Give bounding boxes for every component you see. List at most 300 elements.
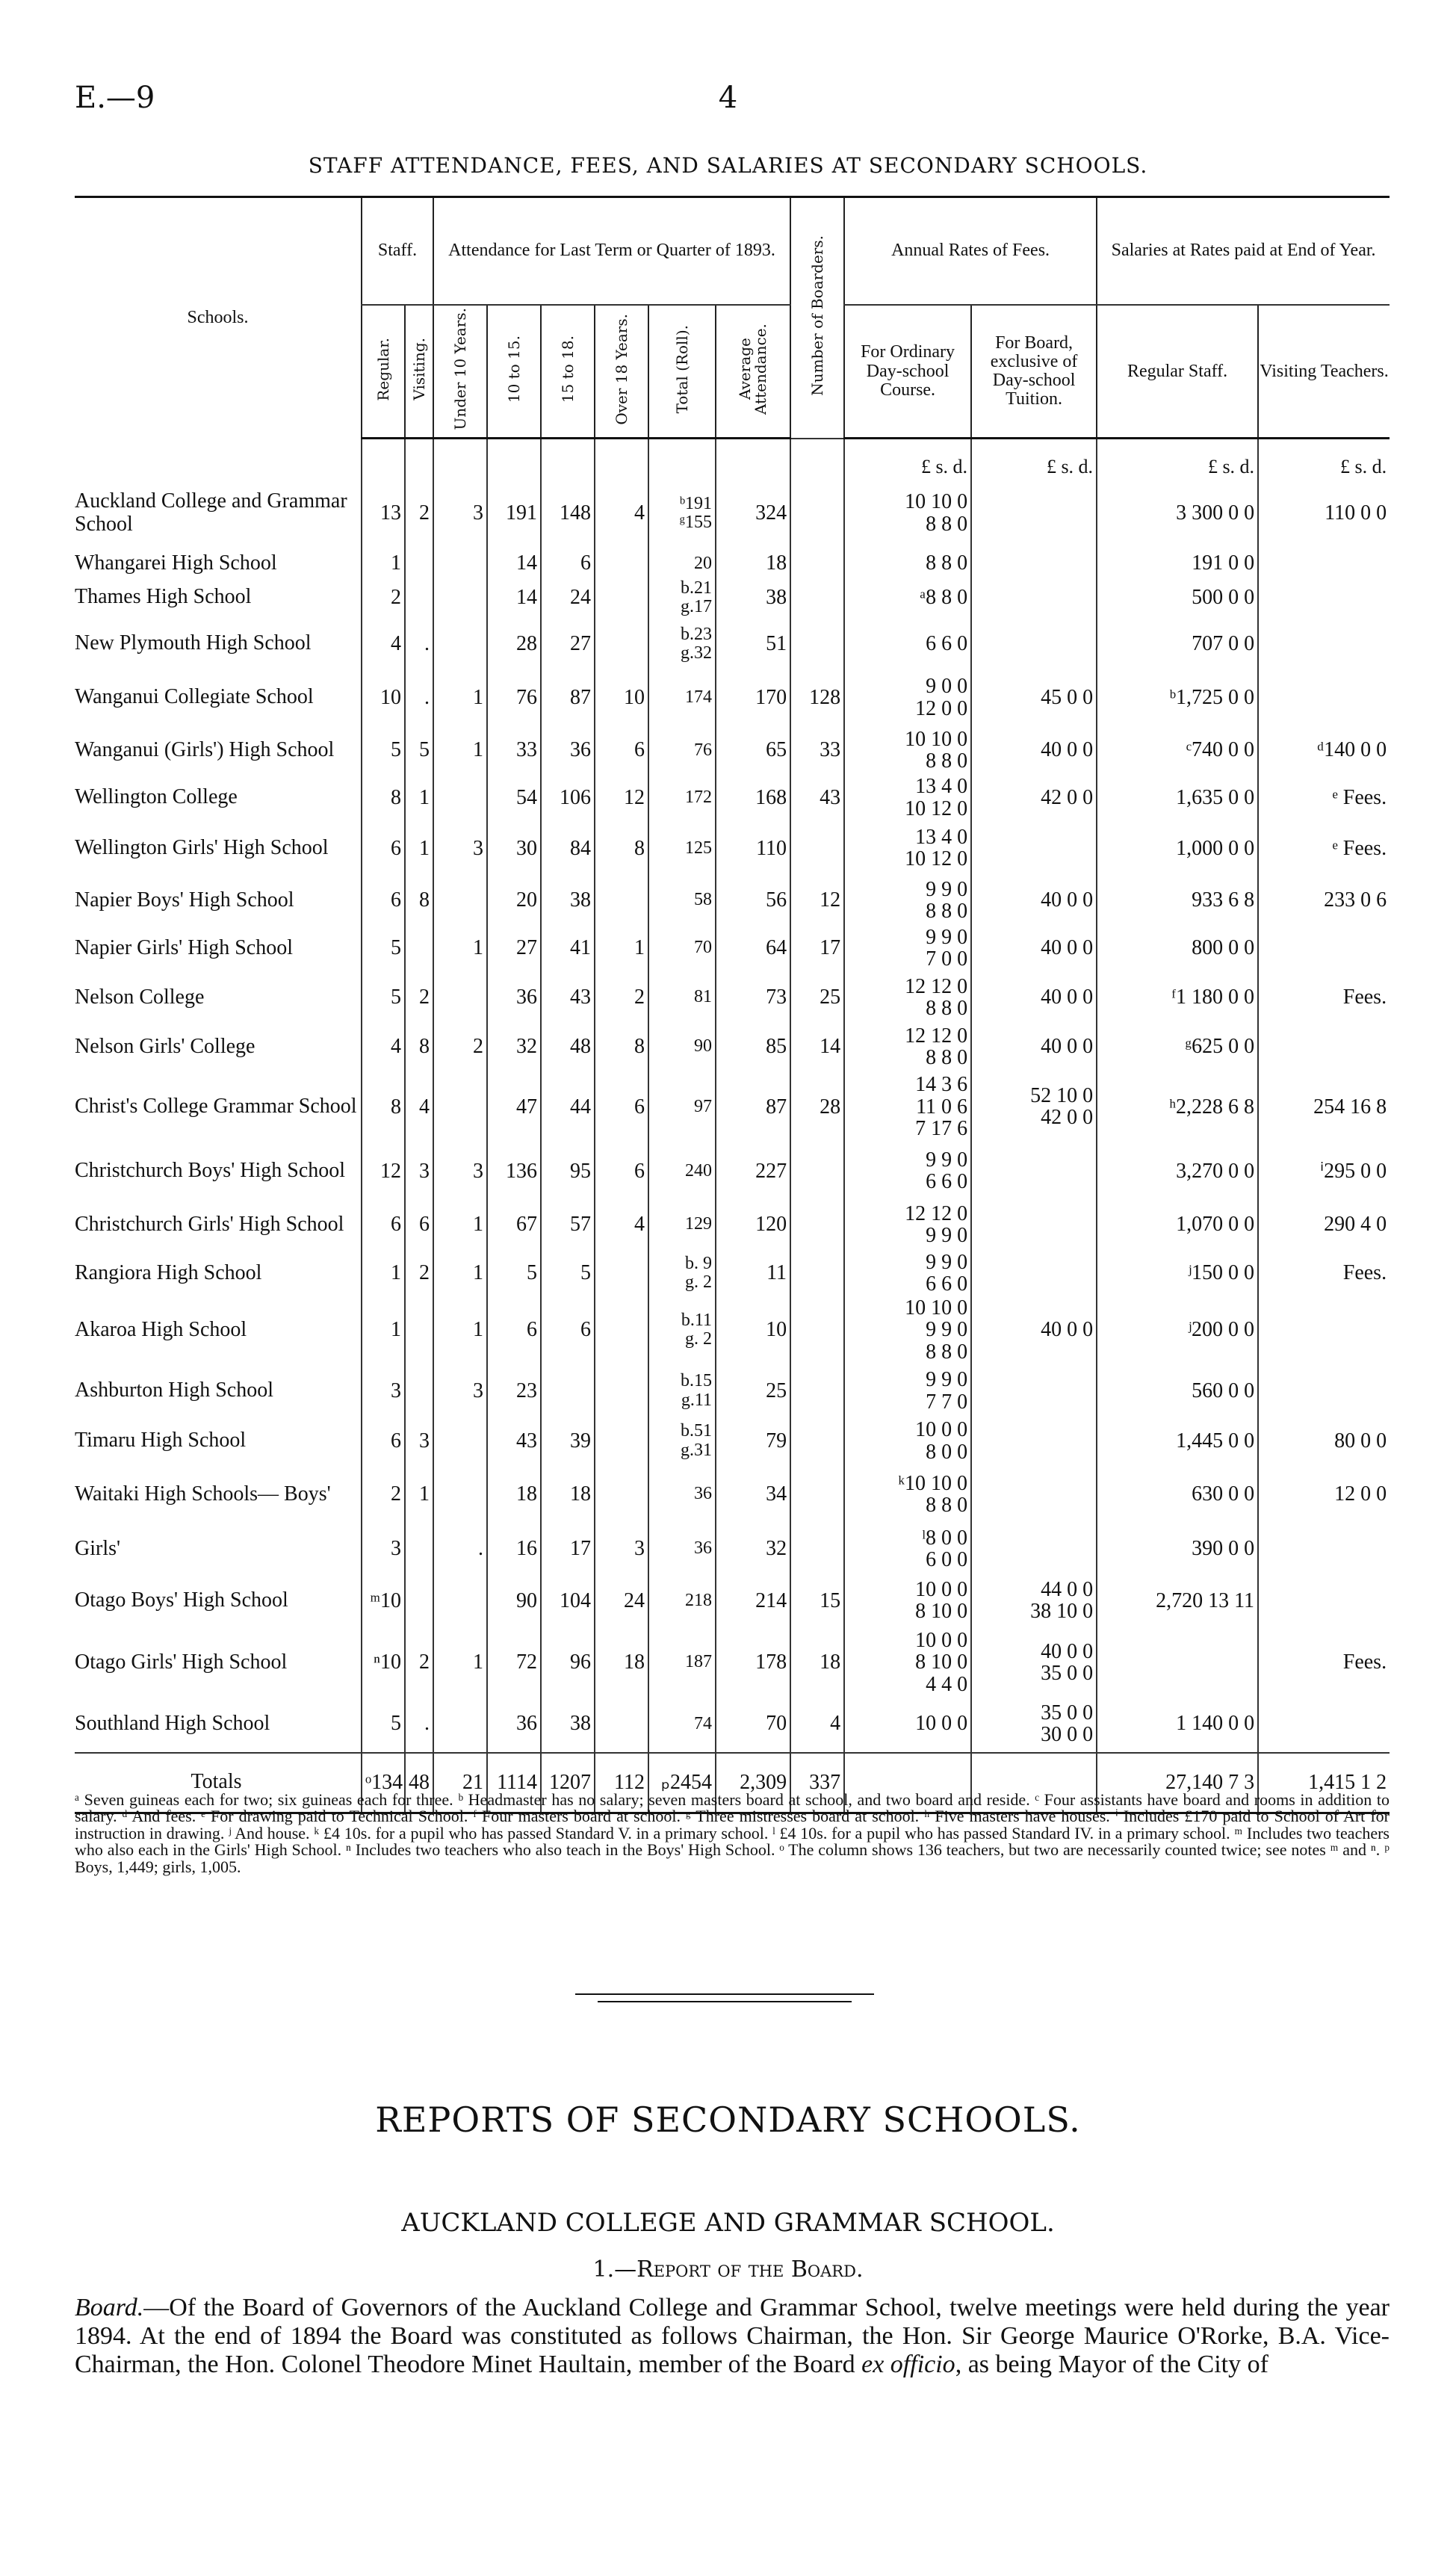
- cell-regular: 2: [362, 1463, 405, 1526]
- cell-visiting: 1: [405, 820, 433, 877]
- cell-age10-15: 36: [487, 973, 541, 1022]
- cell-total: 58: [648, 877, 716, 923]
- cell-total: b. 9 g. 2: [648, 1249, 716, 1297]
- cell-name: Wellington College: [75, 785, 238, 809]
- cell-under10: 2: [433, 1022, 487, 1071]
- cell-age15-18: 6: [541, 1297, 595, 1363]
- cell-salary-regular: 3 300 0 0: [1097, 477, 1258, 549]
- cell-average: 25: [716, 1363, 790, 1419]
- header-average: [716, 305, 790, 439]
- cell-under10: [433, 1572, 487, 1630]
- cell-salary-visiting: [1258, 617, 1390, 670]
- cell-fees-day: 9 9 0 6 6 0: [844, 1249, 971, 1297]
- cell-average: 56: [716, 877, 790, 923]
- cell-salary-visiting: [1258, 1572, 1390, 1630]
- cell-age10-15: 28: [487, 617, 541, 670]
- cell-total: 36: [648, 1526, 716, 1572]
- header-fees-board: For Board, exclusive of Day-school Tuition.: [971, 305, 1097, 439]
- cell-age15-18: 95: [541, 1142, 595, 1200]
- cell-name: New Plymouth High School: [75, 631, 312, 655]
- cell-fees-day: 13 4 0 10 12 0: [844, 820, 971, 877]
- cell-name: Ashburton High School: [75, 1379, 273, 1402]
- cell-fees-board: [971, 549, 1097, 578]
- header-10-15-label: 10 to 15.: [504, 335, 523, 403]
- cell-total: 218: [648, 1572, 716, 1630]
- cell-salary-regular: ᵇ1,725 0 0: [1097, 670, 1258, 725]
- cell-name: Whangarei High School: [75, 551, 277, 575]
- table-row: [75, 1249, 1390, 1297]
- cell-over18: [595, 1419, 648, 1463]
- cell-salary-regular: 800 0 0: [1097, 923, 1258, 973]
- cell-age15-18: 44: [541, 1071, 595, 1142]
- table-row: [75, 1463, 1390, 1526]
- cell-under10: 1: [433, 1630, 487, 1695]
- cell-boarders: 25: [790, 973, 844, 1022]
- cell-over18: 4: [595, 1200, 648, 1249]
- cell-over18: 18: [595, 1630, 648, 1695]
- cell-regular: ᵐ10: [362, 1572, 405, 1630]
- cell-age15-18: 104: [541, 1572, 595, 1630]
- cell-fees-day: 9 9 0 7 7 0: [844, 1363, 971, 1419]
- cell-total: 172: [648, 776, 716, 820]
- cell-name: Southland High School: [75, 1711, 270, 1735]
- cell-total: b.21 g.17: [648, 578, 716, 617]
- cell-average: 120: [716, 1200, 790, 1249]
- cell-under10: 1: [433, 1297, 487, 1363]
- cell-regular: 3: [362, 1363, 405, 1419]
- cell-age10-15: 33: [487, 725, 541, 776]
- cell-name: Auckland College and Grammar School: [75, 489, 347, 536]
- cell-age10-15: 76: [487, 670, 541, 725]
- cell-fees-board: [971, 578, 1097, 617]
- cell-over18: [595, 1463, 648, 1526]
- table-row: [75, 1419, 1390, 1463]
- cell-salary-regular: 191 0 0: [1097, 549, 1258, 578]
- cell-regular: 1: [362, 1297, 405, 1363]
- total-salary-regular: 27,140 7 3: [1097, 1753, 1258, 1813]
- cell-salary-regular: 933 6 8: [1097, 877, 1258, 923]
- cell-age10-15: 72: [487, 1630, 541, 1695]
- cell-regular: 3: [362, 1526, 405, 1572]
- header-total-label: Total (Roll).: [672, 324, 691, 414]
- cell-average: 11: [716, 1249, 790, 1297]
- cell-under10: [433, 776, 487, 820]
- cell-total: 76: [648, 725, 716, 776]
- cell-visiting: 4: [405, 1071, 433, 1142]
- body-paragraph: [75, 2294, 1390, 2379]
- cell-visiting: 2: [405, 973, 433, 1022]
- paragraph-text-end: , as being Mayor of the City of: [955, 2351, 1268, 2379]
- cell-fees-board: 40 0 0 35 0 0: [971, 1630, 1097, 1695]
- header-boarders: [790, 197, 844, 439]
- cell-salary-regular: 390 0 0: [1097, 1526, 1258, 1572]
- cell-name: Nelson Girls' College: [75, 1034, 255, 1058]
- cell-boarders: 15: [790, 1572, 844, 1630]
- cell-regular: 6: [362, 1200, 405, 1249]
- cell-age10-15: 67: [487, 1200, 541, 1249]
- cell-fees-day: 9 9 0 8 8 0: [844, 877, 971, 923]
- cell-age15-18: 57: [541, 1200, 595, 1249]
- cell-visiting: [405, 1526, 433, 1572]
- cell-visiting: [405, 578, 433, 617]
- cell-under10: 1: [433, 923, 487, 973]
- paragraph-lead: Board.: [75, 2294, 144, 2321]
- header-regular: [362, 305, 405, 439]
- cell-fees-board: 40 0 0: [971, 923, 1097, 973]
- cell-average: 32: [716, 1526, 790, 1572]
- cell-age15-18: 38: [541, 877, 595, 923]
- units-fees-board: £ s. d.: [971, 439, 1097, 477]
- cell-age10-15: 47: [487, 1071, 541, 1142]
- table-row: [75, 1526, 1390, 1572]
- cell-boarders: [790, 1463, 844, 1526]
- cell-age10-15: 18: [487, 1463, 541, 1526]
- header-schools: Schools.: [75, 197, 362, 439]
- cell-fees-day: ˡ8 0 0 6 0 0: [844, 1526, 971, 1572]
- cell-regular: 4: [362, 617, 405, 670]
- subheading: 1.—Report of the Board.: [592, 2256, 864, 2283]
- cell-under10: [433, 877, 487, 923]
- cell-age10-15: 5: [487, 1249, 541, 1297]
- cell-under10: [433, 1419, 487, 1463]
- cell-salary-regular: 1,445 0 0: [1097, 1419, 1258, 1463]
- cell-boarders: [790, 820, 844, 877]
- header-10-15: [487, 305, 541, 439]
- cell-name: Thames High School: [75, 585, 252, 609]
- cell-age10-15: 43: [487, 1419, 541, 1463]
- units-salary-visiting: £ s. d.: [1258, 439, 1390, 477]
- cell-visiting: 2: [405, 1249, 433, 1297]
- cell-fees-board: [971, 1526, 1097, 1572]
- cell-salary-visiting: Fees.: [1258, 1249, 1390, 1297]
- cell-salary-regular: 1,070 0 0: [1097, 1200, 1258, 1249]
- cell-salary-regular: 560 0 0: [1097, 1363, 1258, 1419]
- cell-under10: 3: [433, 820, 487, 877]
- cell-under10: 1: [433, 725, 487, 776]
- cell-total: 187: [648, 1630, 716, 1695]
- cell-age10-15: 16: [487, 1526, 541, 1572]
- total-boarders: 337: [790, 1753, 844, 1813]
- cell-age15-18: 96: [541, 1630, 595, 1695]
- cell-age15-18: [541, 1363, 595, 1419]
- cell-salary-visiting: ᵉ Fees.: [1258, 820, 1390, 877]
- cell-fees-board: [971, 1463, 1097, 1526]
- cell-salary-regular: ʲ200 0 0: [1097, 1297, 1258, 1363]
- document-reference: E.—9: [75, 81, 155, 115]
- total-age10-15: 1114: [487, 1753, 541, 1813]
- header-over18: [595, 305, 648, 439]
- cell-age15-18: 148: [541, 477, 595, 549]
- header-15-18: [541, 305, 595, 439]
- cell-age15-18: 87: [541, 670, 595, 725]
- cell-name: Waitaki High Schools— Boys': [75, 1482, 331, 1506]
- cell-fees-board: [971, 477, 1097, 549]
- table-row: [75, 1200, 1390, 1249]
- cell-fees-board: 52 10 0 42 0 0: [971, 1071, 1097, 1142]
- cell-salary-visiting: [1258, 549, 1390, 578]
- cell-visiting: 2: [405, 477, 433, 549]
- cell-age15-18: 18: [541, 1463, 595, 1526]
- cell-age15-18: 6: [541, 549, 595, 578]
- total-name: Totals: [75, 1753, 362, 1813]
- cell-boarders: 4: [790, 1695, 844, 1753]
- header-salaries: Salaries at Rates paid at End of Year.: [1097, 197, 1390, 306]
- cell-name: Timaru High School: [75, 1429, 247, 1452]
- cell-salary-visiting: Fees.: [1258, 973, 1390, 1022]
- cell-total: 90: [648, 1022, 716, 1071]
- cell-total: 174: [648, 670, 716, 725]
- cell-over18: 12: [595, 776, 648, 820]
- header-visiting: [405, 305, 433, 439]
- cell-salary-visiting: 233 0 6: [1258, 877, 1390, 923]
- cell-regular: 8: [362, 776, 405, 820]
- page-number: 4: [718, 81, 738, 115]
- cell-visiting: [405, 1572, 433, 1630]
- cell-boarders: 28: [790, 1071, 844, 1142]
- cell-fees-day: 9 9 0 6 6 0: [844, 1142, 971, 1200]
- cell-name: Wanganui Collegiate School: [75, 685, 314, 709]
- cell-visiting: [405, 549, 433, 578]
- cell-under10: [433, 578, 487, 617]
- paragraph-text: —Of the Board of Governors of the Auckland College and Grammar School, twelve meetings were held during the year 1894. At the end of 1894 the Board was constituted as follows Chairman, the Hon. Sir George Maurice O'Rorke, B.A. Vice-Chairman, the Hon. Colonel Theodore Minet Haultain, member of the Board: [75, 2294, 1390, 2379]
- cell-salary-visiting: ⁱ295 0 0: [1258, 1142, 1390, 1200]
- cell-salary-regular: ᵍ625 0 0: [1097, 1022, 1258, 1071]
- cell-salary-visiting: [1258, 1022, 1390, 1071]
- cell-visiting: [405, 923, 433, 973]
- table-row: [75, 549, 1390, 578]
- cell-over18: 6: [595, 1142, 648, 1200]
- total-age15-18: 1207: [541, 1753, 595, 1813]
- cell-visiting: 3: [405, 1419, 433, 1463]
- cell-name: Christchurch Boys' High School: [75, 1159, 346, 1183]
- cell-regular: ⁿ10: [362, 1630, 405, 1695]
- cell-fees-board: [971, 1142, 1097, 1200]
- cell-boarders: [790, 477, 844, 549]
- cell-salary-visiting: [1258, 1363, 1390, 1419]
- cell-total: 74: [648, 1695, 716, 1753]
- cell-fees-day: 9 9 0 7 0 0: [844, 923, 971, 973]
- cell-fees-day: 14 3 6 11 0 6 7 17 6: [844, 1071, 971, 1142]
- cell-age10-15: 23: [487, 1363, 541, 1419]
- cell-salary-visiting: 254 16 8: [1258, 1071, 1390, 1142]
- cell-visiting: .: [405, 670, 433, 725]
- table-row: [75, 725, 1390, 776]
- cell-fees-day: 12 12 0 9 9 0: [844, 1200, 971, 1249]
- header-fees: Annual Rates of Fees.: [844, 197, 1097, 306]
- table-row: [75, 877, 1390, 923]
- cell-boarders: 14: [790, 1022, 844, 1071]
- cell-name: Wanganui (Girls') High School: [75, 737, 335, 761]
- cell-regular: 2: [362, 578, 405, 617]
- cell-visiting: 2: [405, 1630, 433, 1695]
- cell-fees-board: [971, 820, 1097, 877]
- cell-regular: 5: [362, 1695, 405, 1753]
- cell-total: 125: [648, 820, 716, 877]
- cell-age10-15: 14: [487, 549, 541, 578]
- cell-age15-18: 106: [541, 776, 595, 820]
- cell-boarders: [790, 1363, 844, 1419]
- cell-over18: 10: [595, 670, 648, 725]
- cell-salary-visiting: 12 0 0: [1258, 1463, 1390, 1526]
- cell-boarders: 128: [790, 670, 844, 725]
- cell-regular: 10: [362, 670, 405, 725]
- cell-age15-18: 48: [541, 1022, 595, 1071]
- cell-boarders: [790, 617, 844, 670]
- cell-fees-board: 42 0 0: [971, 776, 1097, 820]
- cell-over18: [595, 877, 648, 923]
- header-average-label: Average Attendance.: [736, 324, 770, 415]
- cell-salary-regular: 1 140 0 0: [1097, 1695, 1258, 1753]
- cell-under10: [433, 1071, 487, 1142]
- cell-over18: [595, 578, 648, 617]
- cell-salary-visiting: ᵈ140 0 0: [1258, 725, 1390, 776]
- cell-average: 64: [716, 923, 790, 973]
- cell-average: 170: [716, 670, 790, 725]
- table-row: [75, 578, 1390, 617]
- cell-salary-visiting: 290 4 0: [1258, 1200, 1390, 1249]
- total-regular: ᵒ134: [362, 1753, 405, 1813]
- cell-under10: 1: [433, 1249, 487, 1297]
- total-over18: 112: [595, 1753, 648, 1813]
- cell-age10-15: 30: [487, 820, 541, 877]
- total-salary-visiting: 1,415 1 2: [1258, 1753, 1390, 1813]
- cell-visiting: 8: [405, 877, 433, 923]
- cell-name: Otago Girls' High School: [75, 1650, 288, 1674]
- cell-age10-15: 14: [487, 578, 541, 617]
- cell-over18: 3: [595, 1526, 648, 1572]
- cell-boarders: [790, 1419, 844, 1463]
- cell-over18: [595, 1297, 648, 1363]
- units-row: [75, 439, 1390, 477]
- cell-under10: 3: [433, 477, 487, 549]
- header-over18-label: Over 18 Years.: [612, 313, 631, 425]
- units-fees-day: £ s. d.: [844, 439, 971, 477]
- cell-visiting: .: [405, 1695, 433, 1753]
- cell-fees-day: 10 10 0 8 8 0: [844, 477, 971, 549]
- cell-salary-regular: ᶜ740 0 0: [1097, 725, 1258, 776]
- cell-age10-15: 54: [487, 776, 541, 820]
- cell-age15-18: 36: [541, 725, 595, 776]
- cell-total: 36: [648, 1463, 716, 1526]
- cell-average: 70: [716, 1695, 790, 1753]
- table-row: [75, 820, 1390, 877]
- table-row: [75, 776, 1390, 820]
- cell-fees-day: 8 8 0: [844, 549, 971, 578]
- header-15-18-label: 15 to 18.: [558, 335, 577, 403]
- table-row: [75, 1071, 1390, 1142]
- cell-name: Christchurch Girls' High School: [75, 1212, 344, 1236]
- paragraph-italic: ex officio: [861, 2351, 955, 2379]
- cell-fees-day: 12 12 0 8 8 0: [844, 1022, 971, 1071]
- cell-age15-18: 84: [541, 820, 595, 877]
- cell-age10-15: 191: [487, 477, 541, 549]
- total-visiting: 48: [405, 1753, 433, 1813]
- cell-name: Rangiora High School: [75, 1260, 262, 1284]
- cell-fees-board: [971, 1249, 1097, 1297]
- cell-fees-board: [971, 1419, 1097, 1463]
- cell-fees-board: 45 0 0: [971, 670, 1097, 725]
- cell-under10: [433, 549, 487, 578]
- table-row: [75, 1022, 1390, 1071]
- cell-over18: 1: [595, 923, 648, 973]
- cell-regular: 4: [362, 1022, 405, 1071]
- cell-regular: 5: [362, 725, 405, 776]
- cell-visiting: 1: [405, 776, 433, 820]
- table-row: [75, 1572, 1390, 1630]
- cell-name: Napier Girls' High School: [75, 935, 294, 959]
- cell-salary-regular: 707 0 0: [1097, 617, 1258, 670]
- cell-visiting: 5: [405, 725, 433, 776]
- units-salary-regular: £ s. d.: [1097, 439, 1258, 477]
- cell-salary-regular: 630 0 0: [1097, 1463, 1258, 1526]
- cell-age10-15: 32: [487, 1022, 541, 1071]
- section-title: REPORTS OF SECONDARY SCHOOLS.: [375, 2100, 1081, 2140]
- cell-salary-visiting: Fees.: [1258, 1630, 1390, 1695]
- cell-salary-visiting: [1258, 923, 1390, 973]
- cell-over18: 6: [595, 725, 648, 776]
- header-total: [648, 305, 716, 439]
- cell-boarders: [790, 1142, 844, 1200]
- cell-under10: 3: [433, 1142, 487, 1200]
- cell-age15-18: 43: [541, 973, 595, 1022]
- footnotes: ᵃ Seven guineas each for two; six guineas each for three. ᵇ Headmaster has no salary; seven masters board at school, and two board and reside. ᶜ Four assistants have board and rooms in addition to salary. ᵈ And fees. ᵉ For drawing paid to Technical School. ᶠ Four masters board at school. ᵍ Three mistresses board at school. ʰ Five masters have houses. ⁱ Includes £170 paid to School of Art for instruction in drawing. ʲ And house. ᵏ £4 10s. for a pupil who has passed Standard V. in a primary school. ˡ £4 10s. for a pupil who has passed Standard IV. in a primary school. ᵐ Includes two teachers who also each in the Girls' High School. ⁿ Includes two teachers who also teach in the Boys' High School. ᵒ The column shows 136 teachers, but two are necessarily counted twice; see notes ᵐ and ⁿ. ᵖ Boys, 1,449; girls, 1,005.: [75, 1790, 1390, 1876]
- cell-over18: 6: [595, 1071, 648, 1142]
- cell-fees-day: 13 4 0 10 12 0: [844, 776, 971, 820]
- cell-total: 240: [648, 1142, 716, 1200]
- cell-total: 70: [648, 923, 716, 973]
- cell-average: 73: [716, 973, 790, 1022]
- cell-over18: [595, 1363, 648, 1419]
- header-staff: Staff.: [362, 197, 433, 306]
- cell-under10: [433, 617, 487, 670]
- cell-salary-visiting: [1258, 578, 1390, 617]
- table-row: [75, 1297, 1390, 1363]
- cell-over18: 8: [595, 820, 648, 877]
- cell-salary-regular: 2,720 13 11: [1097, 1572, 1258, 1630]
- cell-name: Otago Boys' High School: [75, 1588, 288, 1612]
- cell-age10-15: 136: [487, 1142, 541, 1200]
- cell-fees-day: 10 0 0 8 0 0: [844, 1419, 971, 1463]
- cell-over18: [595, 617, 648, 670]
- cell-total: b.51 g.31: [648, 1419, 716, 1463]
- header-under10-label: Under 10 Years.: [450, 308, 469, 430]
- cell-average: 38: [716, 578, 790, 617]
- cell-visiting: 8: [405, 1022, 433, 1071]
- header-salary-visiting: Visiting Teachers.: [1258, 305, 1390, 439]
- cell-total: b.23 g.32: [648, 617, 716, 670]
- cell-boarders: [790, 1200, 844, 1249]
- cell-salary-visiting: 80 0 0: [1258, 1419, 1390, 1463]
- cell-regular: 5: [362, 973, 405, 1022]
- cell-boarders: [790, 578, 844, 617]
- cell-average: 168: [716, 776, 790, 820]
- divider: [575, 1993, 874, 1995]
- cell-under10: 3: [433, 1363, 487, 1419]
- cell-salary-visiting: [1258, 1695, 1390, 1753]
- header-boarders-label: Number of Boarders.: [808, 235, 826, 396]
- cell-salary-regular: ᶠ1 180 0 0: [1097, 973, 1258, 1022]
- cell-fees-board: [971, 1200, 1097, 1249]
- table-row: [75, 477, 1390, 549]
- cell-age15-18: 24: [541, 578, 595, 617]
- cell-age10-15: 6: [487, 1297, 541, 1363]
- total-average: 2,309: [716, 1753, 790, 1813]
- cell-over18: 2: [595, 973, 648, 1022]
- cell-salary-visiting: [1258, 670, 1390, 725]
- cell-over18: [595, 549, 648, 578]
- cell-boarders: [790, 1526, 844, 1572]
- cell-average: 214: [716, 1572, 790, 1630]
